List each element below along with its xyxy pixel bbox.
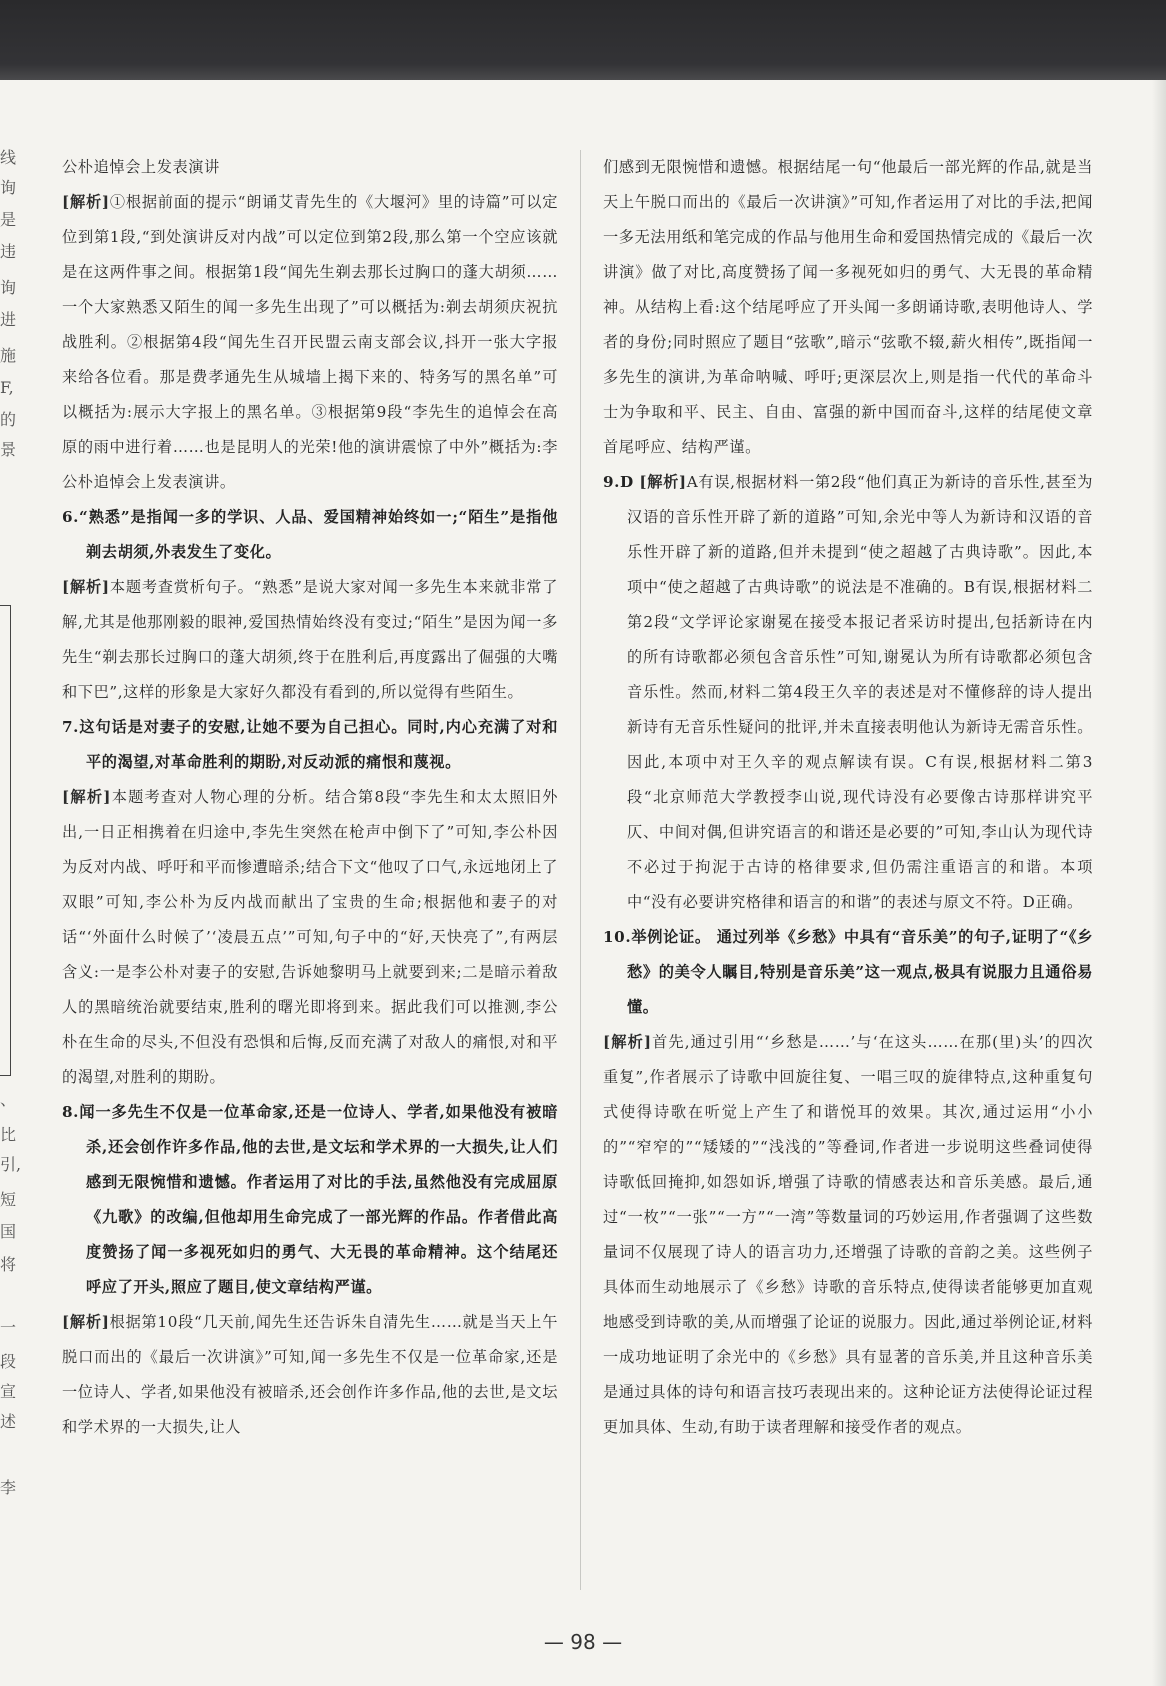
margin-fragment: F, [0, 378, 14, 397]
column-divider [580, 150, 581, 1590]
margin-fragment: 短 [0, 1190, 17, 1209]
answer-9-number: 9.D [603, 473, 634, 491]
margin-fragment: 的 [0, 410, 17, 429]
paragraph-continued: 们感到无限惋惜和遗憾。根据结尾一句“他最后一部光辉的作品,就是当天上午脱口而出的《最后一次讲演》”可知,作者运用了对比的手法,把闻一多无法用纸和笔完成的作品与他用生命和爱国热情完成的《最后一次讲演》做了对比,高度赞扬了闻一多视死如归的勇气、大无畏的革命精神。从结构上看:这个结尾呼应了开头闻一多朗诵诗歌,表明他诗人、学者的身份;同时照应了题目“弦歌”,暗示“弦歌不辍,薪火相传”,既指闻一多先生的演讲,为革命呐喊、呼吁;更深层次上,则是指一代代的革命斗士为争取和平、民主、自由、富强的新中国而奋斗,这样的结尾使文章首尾呼应、结构严谨。 [603, 158, 1093, 456]
answer-9 [603, 465, 1093, 920]
analysis-text: A有误,根据材料一第2段“他们真正为新诗的音乐性,甚至为汉语的音乐性开辟了新的道路”可知,余光中等人为新诗和汉语的音乐性开辟了新的道路,但并未提到“使之超越了古典诗歌”。因此,本项中“使之超越了古典诗歌”的说法是不准确的。B有误,根据材料二第2段“文学评论家谢冕在接受本报记者采访时提出,包括新诗在内的所有诗歌都必须包含音乐性”可知,谢冕认为所有诗歌都必须包含音乐性。然而,材料二第4段王久辛的表述是对不懂修辞的诗人提出新诗有无音乐性疑问的批评,并未直接表明他认为新诗无需音乐性。因此,本项中对王久辛的观点解读有误。C有误,根据材料二第3段“北京师范大学教授李山说,现代诗没有必要像古诗那样讲究平仄、中间对偶,但讲究语言的和谐还是必要的”可知,李山认为现代诗不必过于拘泥于古诗的格律要求,但仍需注重语言的和谐。本项中“没有必要讲究格律和语言的和谐”的表述与原文不符。D正确。 [627, 473, 1093, 911]
analysis-tag: [解析] [62, 788, 112, 806]
margin-frame-bottom [0, 1075, 11, 1076]
margin-fragment: 比 [0, 1125, 17, 1144]
answer-10: 10.举例论证。 通过列举《乡愁》中具有“音乐美”的句子,证明了“《乡愁》的美令人瞩目,特别是音乐美”这一观点,极具有说服力且通俗易懂。 [603, 928, 1093, 1016]
margin-fragment: 是 [0, 210, 17, 229]
margin-fragment: 、 [0, 1090, 17, 1109]
margin-fragment: 李 [0, 1478, 17, 1497]
margin-frame-line [10, 605, 11, 1075]
analysis-paragraph [62, 185, 558, 500]
analysis-text: 根据第10段“几天前,闻先生还告诉朱自清先生……就是当天上午脱口而出的《最后一次讲演》”可知,闻一多先生不仅是一位革命家,还是一位诗人、学者,如果他没有被暗杀,还会创作许多作品,他的去世,是文坛和学术界的一大损失,让人 [62, 1313, 558, 1436]
analysis-paragraph [62, 1305, 558, 1445]
analysis-tag: [解析] [603, 1033, 652, 1051]
margin-fragment: 景 [0, 440, 17, 459]
answer-8: 8.闻一多先生不仅是一位革命家,还是一位诗人、学者,如果他没有被暗杀,还会创作许多作品,他的去世,是文坛和学术界的一大损失,让人们感到无限惋惜和遗憾。作者运用了对比的手法,虽然他没有完成屈原《九歌》的改编,但他却用生命完成了一部光辉的作品。作者借此高度赞扬了闻一多视死如归的勇气、大无畏的革命精神。这个结尾还呼应了开头,照应了题目,使文章结构严谨。 [62, 1103, 558, 1296]
margin-fragment: 违 [0, 242, 17, 261]
scan-top-border [0, 0, 1166, 80]
analysis-text: 本题考查赏析句子。“熟悉”是说大家对闻一多先生本来就非常了解,尤其是他那刚毅的眼神,爱国热情始终没有变过;“陌生”是因为闻一多先生“剃去那长过胸口的蓬大胡须,终于在胜利后,再度露出了倔强的大嘴和下巴”,这样的形象是大家好久都没有看到的,所以觉得有些陌生。 [62, 578, 558, 701]
margin-fragment: 询 [0, 178, 17, 197]
margin-fragment: 宣 [0, 1382, 17, 1401]
margin-fragment: 将 [0, 1255, 17, 1274]
analysis-paragraph [62, 570, 558, 710]
analysis-paragraph [603, 1025, 1093, 1445]
margin-fragment: 询 [0, 278, 17, 297]
analysis-text: 首先,通过引用“‘乡愁是……’与‘在这头……在那(里)头’的四次重复”,作者展示了诗歌中回旋往复、一唱三叹的旋律特点,这种重复句式使得诗歌在听觉上产生了和谐悦耳的效果。其次,通过运用“小小的”“窄窄的”“矮矮的”“浅浅的”等叠词,作者进一步说明这些叠词使得诗歌低回掩抑,如怨如诉,增强了诗歌的情感表达和音乐美感。最后,通过“一枚”“一张”“一方”“一湾”等数量词的巧妙运用,作者强调了这些数量词不仅展现了诗人的语言功力,还增强了诗歌的音韵之美。这些例子具体而生动地展示了《乡愁》诗歌的音乐特点,使得读者能够更加直观地感受到诗歌的美,从而增强了论证的说服力。因此,通过举例论证,材料一成功地证明了余光中的《乡愁》具有显著的音乐美,并且这种音乐美是通过具体的诗句和语言技巧表现出来的。这种论证方法使得论证过程更加具体、生动,有助于读者理解和接受作者的观点。 [603, 1033, 1093, 1436]
margin-fragment: 引, [0, 1155, 22, 1174]
scan-right-edge [1152, 80, 1166, 1686]
margin-fragment: 施 [0, 346, 17, 365]
analysis-tag: [解析] [62, 193, 110, 211]
analysis-tag: [解析] [62, 1313, 110, 1331]
analysis-tag: [解析] [639, 473, 687, 491]
paragraph-continued: 公朴追悼会上发表演讲 [62, 158, 220, 176]
answer-6: 6.“熟悉”是指闻一多的学识、人品、爱国精神始终如一;“陌生”是指他剃去胡须,外表发生了变化。 [62, 508, 558, 561]
page-number: — 98 — [543, 1630, 623, 1654]
right-column [603, 150, 1093, 1445]
analysis-text: 本题考查对人物心理的分析。结合第8段“李先生和太太照旧外出,一日正相携着在归途中,李先生突然在枪声中倒下了”可知,李公朴因为反对内战、呼吁和平而惨遭暗杀;结合下文“他叹了口气,永远地闭上了双眼”可知,李公朴为反内战而献出了宝贵的生命;根据他和妻子的对话“‘外面什么时候了’‘凌晨五点’”可知,句子中的“好,天快亮了”,有两层含义:一是李公朴对妻子的安慰,告诉她黎明马上就要到来;二是暗示着敌人的黑暗统治就要结束,胜利的曙光即将到来。据此我们可以推测,李公朴在生命的尽头,不但没有恐惧和后悔,反而充满了对敌人的痛恨,对和平的渴望,对胜利的期盼。 [62, 788, 558, 1086]
analysis-paragraph [62, 780, 558, 1095]
analysis-tag: [解析] [62, 578, 110, 596]
margin-fragment: 国 [0, 1222, 17, 1241]
left-column [62, 150, 558, 1445]
analysis-text: ①根据前面的提示“朗诵艾青先生的《大堰河》里的诗篇”可以定位到第1段,“到处演讲反对内战”可以定位到第2段,那么第一个空应该就是在这两件事之间。根据第1段“闻先生剃去那长过胸口的蓬大胡须……一个大家熟悉又陌生的闻一多先生出现了”可以概括为:剃去胡须庆祝抗战胜利。②根据第4段“闻先生召开民盟云南支部会议,抖开一张大字报来给各位看。那是费孝通先生从城墙上揭下来的、特务写的黑名单”可以概括为:展示大字报上的黑名单。③根据第9段“李先生的追悼会在高原的雨中进行着……也是昆明人的光荣!他的演讲震惊了中外”概括为:李公朴追悼会上发表演讲。 [62, 193, 558, 491]
margin-fragment: 段 [0, 1352, 17, 1371]
margin-fragment: 进 [0, 310, 17, 329]
margin-fragment: 线 [0, 148, 17, 167]
answer-7: 7.这句话是对妻子的安慰,让她不要为自己担心。同时,内心充满了对和平的渴望,对革命胜利的期盼,对反动派的痛恨和蔑视。 [62, 718, 558, 771]
margin-fragment: 一 [0, 1318, 17, 1337]
margin-fragment: 述 [0, 1412, 17, 1431]
